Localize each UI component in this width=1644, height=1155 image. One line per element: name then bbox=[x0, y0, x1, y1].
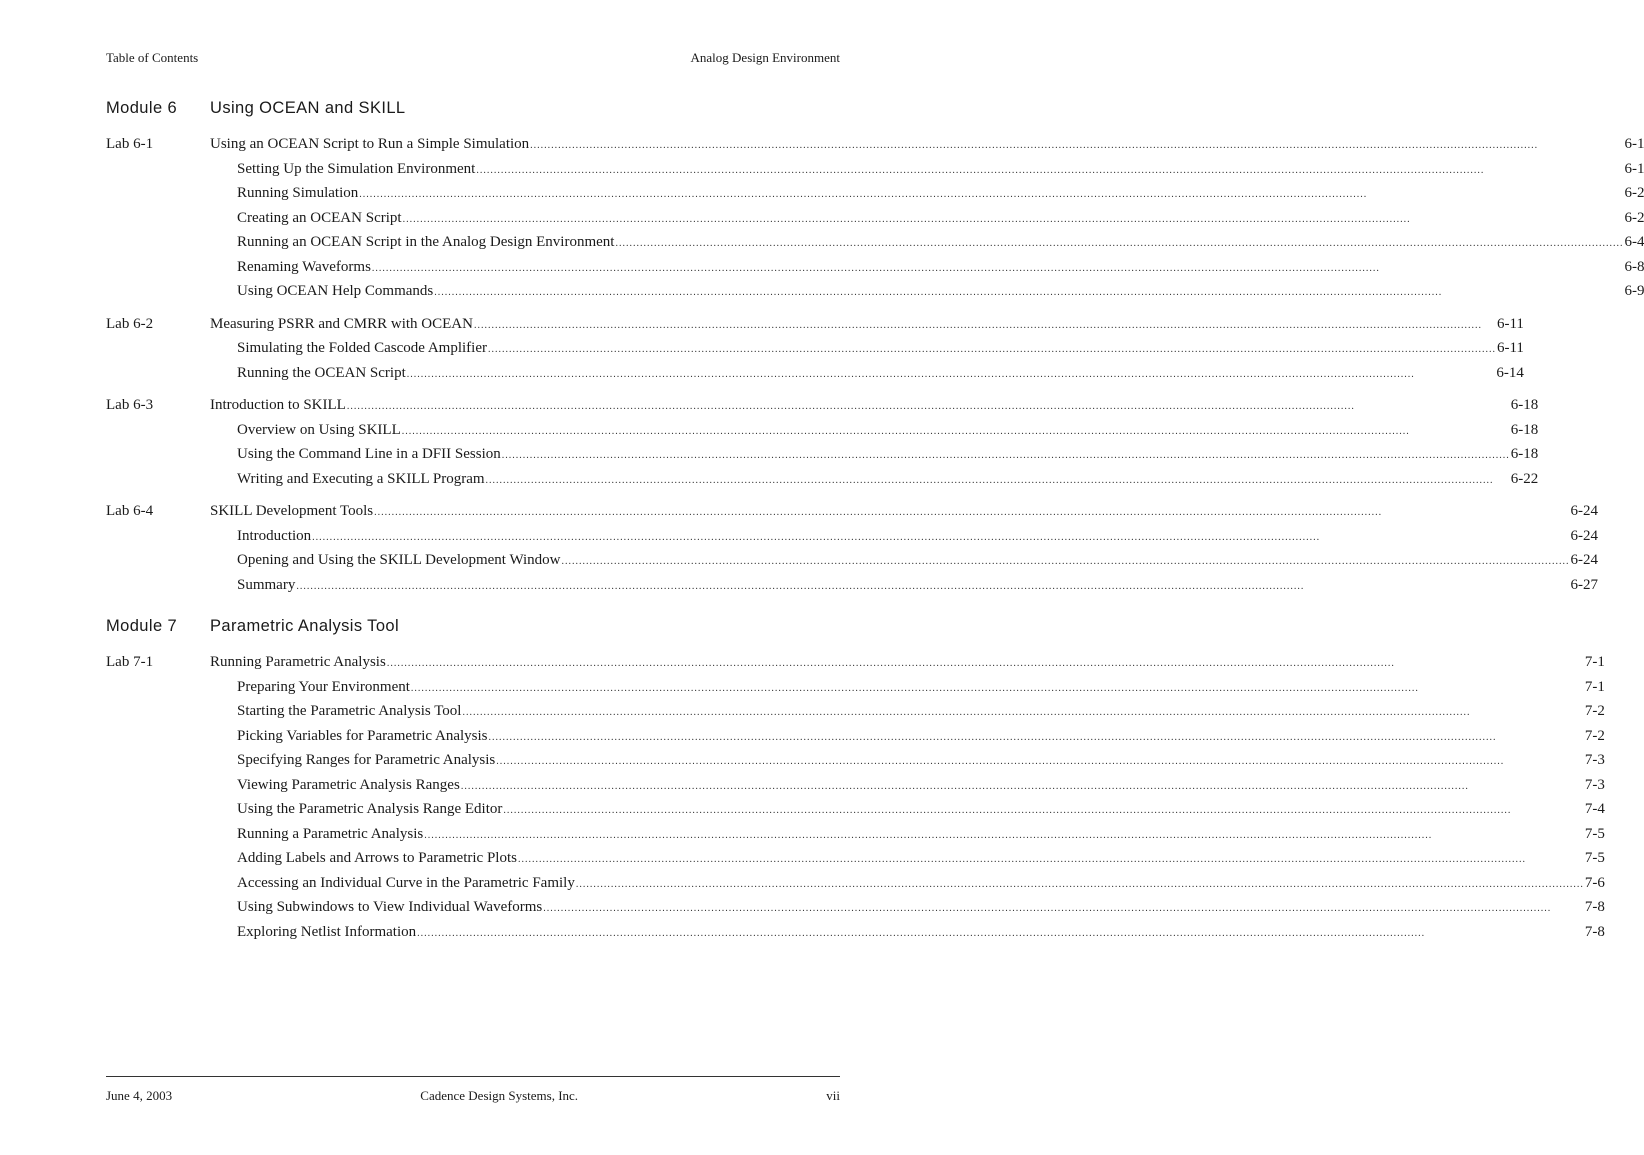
dot-leader bbox=[488, 338, 1496, 362]
dot-leader bbox=[403, 208, 1624, 232]
section-entry-page: 7-8 bbox=[1584, 923, 1605, 940]
section-entry[interactable] bbox=[210, 362, 1524, 387]
lab-entry-page: 6-11 bbox=[1496, 315, 1524, 332]
section-entry-title: Simulating the Folded Cascode Amplifier bbox=[237, 340, 487, 356]
section-entry-page: 6-1 bbox=[1624, 160, 1644, 177]
dot-leader bbox=[502, 444, 1510, 468]
module-heading bbox=[106, 99, 840, 121]
lab-entries bbox=[210, 313, 1524, 387]
running-footer bbox=[106, 1088, 840, 1104]
table-of-contents bbox=[106, 99, 1644, 953]
lab-entry-title: Running Parametric Analysis bbox=[210, 654, 386, 670]
section-entry[interactable] bbox=[210, 676, 1605, 701]
dot-leader bbox=[462, 701, 1583, 725]
section-entry-title: Summary bbox=[237, 576, 296, 593]
section-entry[interactable] bbox=[210, 337, 1524, 362]
section-entry[interactable] bbox=[210, 207, 1644, 232]
section-entry[interactable] bbox=[210, 798, 1605, 823]
section-entry-title: Using Subwindows to View Individual Waveforms bbox=[237, 899, 543, 915]
lab-entries bbox=[210, 133, 1644, 305]
dot-leader bbox=[347, 395, 1510, 419]
section-entry-title: Overview on Using SKILL bbox=[237, 421, 401, 438]
dot-leader bbox=[461, 775, 1584, 799]
section-entry-page: 7-3 bbox=[1584, 776, 1605, 793]
section-entry-title: Accessing an Individual Curve in the Parametric Family bbox=[237, 874, 575, 891]
lab-entry-page: 6-1 bbox=[1624, 136, 1644, 152]
section-entry[interactable] bbox=[210, 468, 1538, 493]
dot-leader bbox=[407, 363, 1496, 387]
section-entry-page: 6-8 bbox=[1624, 258, 1644, 275]
lab-block bbox=[106, 133, 1644, 305]
module-title: Using OCEAN and SKILL bbox=[210, 99, 406, 117]
lab-entry[interactable] bbox=[210, 313, 1524, 338]
lab-block bbox=[106, 313, 1524, 387]
section-entry-page: 6-18 bbox=[1510, 446, 1539, 462]
lab-entries bbox=[210, 394, 1538, 492]
section-entry-page: 7-6 bbox=[1584, 874, 1605, 891]
section-entry-page: 6-24 bbox=[1570, 552, 1599, 568]
dot-leader bbox=[503, 799, 1583, 823]
section-entry-page: 7-1 bbox=[1584, 678, 1605, 695]
section-entry[interactable] bbox=[210, 774, 1605, 799]
lab-label: Lab 6-1 bbox=[106, 136, 154, 152]
section-entry[interactable] bbox=[210, 574, 1598, 599]
lab-entry-title: Using an OCEAN Script to Run a Simple Simulation bbox=[210, 136, 530, 152]
section-entry[interactable] bbox=[210, 280, 1644, 305]
lab-entries bbox=[210, 651, 1605, 945]
dot-leader bbox=[496, 750, 1584, 774]
section-entry[interactable] bbox=[210, 872, 1605, 897]
section-entry-page: 7-3 bbox=[1584, 752, 1605, 768]
module-label: Module 6 bbox=[106, 99, 178, 117]
section-entry-title: Opening and Using the SKILL Development Window bbox=[237, 552, 561, 568]
section-entry-title: Specifying Ranges for Parametric Analysis bbox=[237, 752, 496, 768]
dot-leader bbox=[576, 873, 1584, 897]
section-entry[interactable] bbox=[210, 823, 1605, 848]
section-entry[interactable] bbox=[210, 847, 1605, 872]
footer-page-number: vii bbox=[826, 1088, 840, 1103]
section-entry[interactable] bbox=[210, 921, 1605, 946]
section-entry[interactable] bbox=[210, 158, 1644, 183]
section-entry[interactable] bbox=[210, 443, 1538, 468]
section-entry[interactable] bbox=[210, 725, 1605, 750]
section-entry-title: Picking Variables for Parametric Analysis bbox=[237, 727, 488, 744]
lab-entry-page: 6-24 bbox=[1570, 503, 1599, 519]
section-entry-title: Writing and Executing a SKILL Program bbox=[237, 470, 485, 487]
dot-leader bbox=[387, 652, 1584, 676]
section-entry-title: Preparing Your Environment bbox=[237, 678, 410, 695]
section-entry-title: Creating an OCEAN Script bbox=[237, 209, 402, 226]
dot-leader bbox=[474, 314, 1496, 338]
dot-leader bbox=[372, 257, 1624, 281]
lab-entry-title: Introduction to SKILL bbox=[210, 397, 346, 413]
lab-entry[interactable] bbox=[210, 394, 1538, 419]
section-entry-page: 7-8 bbox=[1584, 899, 1605, 915]
lab-block bbox=[106, 394, 1539, 492]
section-entry-title: Using the Command Line in a DFII Session bbox=[237, 446, 501, 462]
section-entry[interactable] bbox=[210, 749, 1605, 774]
lab-entry-title: Measuring PSRR and CMRR with OCEAN bbox=[210, 315, 473, 332]
dot-leader bbox=[518, 848, 1584, 872]
lab-block bbox=[106, 500, 1599, 598]
section-entry-page: 6-22 bbox=[1510, 470, 1539, 487]
dot-leader bbox=[402, 420, 1510, 444]
section-entry-title: Introduction bbox=[237, 527, 312, 544]
dot-leader bbox=[411, 677, 1584, 701]
lab-entry[interactable] bbox=[210, 651, 1605, 676]
dot-leader bbox=[486, 469, 1510, 493]
dot-leader bbox=[296, 575, 1569, 599]
section-entry-title: Using OCEAN Help Commands bbox=[237, 283, 434, 299]
dot-leader bbox=[424, 824, 1584, 848]
dot-leader bbox=[434, 281, 1623, 305]
section-entry-page: 6-18 bbox=[1510, 421, 1539, 438]
lab-label: Lab 6-2 bbox=[106, 315, 154, 332]
footer-publisher: Cadence Design Systems, Inc. bbox=[420, 1088, 579, 1103]
section-entry-page: 6-14 bbox=[1496, 364, 1524, 381]
lab-label: Lab 7-1 bbox=[106, 654, 154, 670]
lab-entries bbox=[210, 500, 1598, 598]
dot-leader bbox=[359, 183, 1623, 207]
dot-leader bbox=[543, 897, 1584, 921]
section-entry[interactable] bbox=[210, 231, 1644, 256]
dot-leader bbox=[417, 922, 1584, 946]
lab-entry-page: 7-1 bbox=[1584, 654, 1605, 670]
section-entry-page: 6-2 bbox=[1624, 185, 1644, 201]
section-entry-title: Using the Parametric Analysis Range Editor bbox=[237, 801, 503, 817]
section-entry-title: Renaming Waveforms bbox=[237, 258, 371, 275]
dot-leader bbox=[374, 501, 1569, 525]
section-entry-title: Setting Up the Simulation Environment bbox=[237, 160, 476, 177]
dot-leader bbox=[312, 526, 1569, 550]
footer-date: June 4, 2003 bbox=[106, 1088, 173, 1103]
footer-rule bbox=[106, 1076, 840, 1077]
section-entry-title: Viewing Parametric Analysis Ranges bbox=[237, 776, 460, 793]
section-entry[interactable] bbox=[210, 182, 1644, 207]
section-entry-page: 7-5 bbox=[1584, 850, 1605, 866]
section-entry[interactable] bbox=[210, 525, 1598, 550]
section-entry-title: Running a Parametric Analysis bbox=[237, 825, 424, 842]
section-entry-title: Exploring Netlist Information bbox=[237, 923, 417, 940]
section-entry-page: 7-5 bbox=[1584, 825, 1605, 842]
section-entry[interactable] bbox=[210, 256, 1644, 281]
lab-label: Lab 6-4 bbox=[106, 503, 154, 519]
section-entry-page: 6-9 bbox=[1624, 283, 1644, 299]
section-entry[interactable] bbox=[210, 549, 1598, 574]
section-entry[interactable] bbox=[210, 419, 1538, 444]
section-entry-title: Starting the Parametric Analysis Tool bbox=[237, 703, 462, 719]
section-entry-title: Adding Labels and Arrows to Parametric Plots bbox=[237, 850, 517, 866]
section-entry-page: 7-2 bbox=[1584, 727, 1605, 744]
section-entry-page: 6-11 bbox=[1496, 340, 1524, 356]
lab-label: Lab 6-3 bbox=[106, 397, 154, 413]
header-left: Table of Contents bbox=[106, 50, 199, 65]
section-entry[interactable] bbox=[210, 700, 1605, 725]
lab-entry[interactable] bbox=[210, 500, 1598, 525]
section-entry-title: Running Simulation bbox=[237, 185, 359, 201]
dot-leader bbox=[530, 134, 1623, 158]
header-right: Analog Design Environment bbox=[690, 50, 840, 65]
dot-leader bbox=[615, 232, 1623, 256]
section-entry-title: Running the OCEAN Script bbox=[237, 364, 406, 381]
section-entry-page: 6-27 bbox=[1570, 576, 1599, 593]
lab-entry-title: SKILL Development Tools bbox=[210, 503, 374, 519]
lab-entry-page: 6-18 bbox=[1510, 397, 1539, 413]
module-label: Module 7 bbox=[106, 617, 178, 635]
module-title: Parametric Analysis Tool bbox=[210, 617, 400, 635]
running-header bbox=[106, 50, 840, 66]
section-entry-page: 6-4 bbox=[1624, 234, 1644, 250]
section-entry-page: 6-24 bbox=[1570, 527, 1599, 544]
dot-leader bbox=[562, 550, 1570, 574]
lab-entry[interactable] bbox=[210, 133, 1644, 158]
lab-block bbox=[106, 651, 1605, 945]
section-entry-page: 6-2 bbox=[1624, 209, 1644, 226]
dot-leader bbox=[476, 159, 1623, 183]
dot-leader bbox=[489, 726, 1584, 750]
section-entry[interactable] bbox=[210, 896, 1605, 921]
section-entry-title: Running an OCEAN Script in the Analog Design Environment bbox=[237, 234, 615, 250]
section-entry-page: 7-2 bbox=[1584, 703, 1605, 719]
section-entry-page: 7-4 bbox=[1584, 801, 1605, 817]
module-heading bbox=[106, 617, 840, 639]
